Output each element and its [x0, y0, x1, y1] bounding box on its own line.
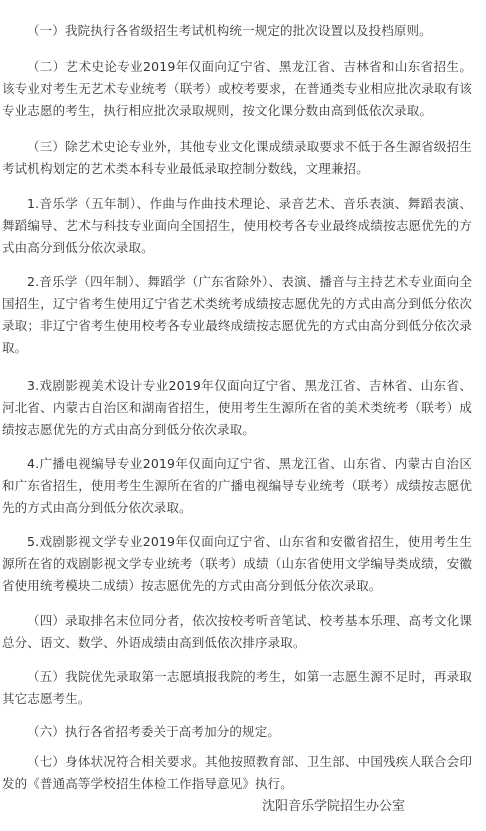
paragraph-tie-break: （四）录取排名末位同分者，依次按校考听音笔试、校考基本乐理、高考文化课总分、语文、数学、外语成绩由高到低依次排序录取。: [2, 613, 472, 650]
paragraph-health: （七）身体状况符合相关要求。其他按照教育部、卫生部、中国残疾人联合会印发的《普通高等学校招生体检工作指导意见》执行。: [2, 754, 472, 791]
paragraph-item-3: 3.戏剧影视美术设计专业2019年仅面向辽宁省、黑龙江省、吉林省、山东省、河北省、内蒙古自治区和湖南省招生，使用考生生源所在省的美术类统考（联考）成绩按志愿优先的方式由高分到低分依次录取。: [2, 378, 472, 437]
paragraph-item-1: 1.音乐学（五年制）、作曲与作曲技术理论、录音艺术、音乐表演、舞蹈表演、舞蹈编导、艺术与科技专业面向全国招生，使用校考各专业最终成绩按志愿优先的方式由高分到低分依次录取。: [2, 196, 472, 255]
paragraph-batch-rules: （一）我院执行各省级招生考试机构统一规定的批次设置以及投档原则。: [27, 23, 432, 38]
signature-office: 沈阳音乐学院招生办公室: [262, 799, 406, 814]
paragraph-bonus-points: （六）执行各省招考委关于高考加分的规定。: [27, 724, 281, 739]
paragraph-item-2: 2.音乐学（四年制）、舞蹈学（广东省除外）、表演、播音与主持艺术专业面向全国招生，辽宁省考生使用辽宁省艺术类统考成绩按志愿优先的方式由高分到低分依次录取；非辽宁省考生使用校考各专业最终成绩按志愿优先的方式由高分到低分依次录取。: [2, 274, 472, 355]
paragraph-first-choice: （五）我院优先录取第一志愿填报我院的考生，如第一志愿生源不足时，再录取其它志愿考生。: [2, 669, 472, 706]
paragraph-item-5: 5.戏剧影视文学专业2019年仅面向辽宁省、山东省和安徽省招生，使用考生生源所在省的戏剧影视文学专业统考（联考）成绩（山东省使用文学编导类成绩，安徽省使用统考模块二成绩）按志愿优先的方式由高分到低分依次录取。: [2, 534, 472, 593]
paragraph-art-history: （二）艺术史论专业2019年仅面向辽宁省、黑龙江省、吉林省和山东省招生。该专业对考生无艺术专业统考（联考）或校考要求，在普通类专业相应批次录取有该专业志愿的考生，执行相应批次录取规则，按文化课分数由高到低依次录取。: [2, 59, 472, 118]
paragraph-culture-score: （三）除艺术史论专业外，其他专业文化课成绩录取要求不低于各生源省级招生考试机构划定的艺术类本科专业最低录取控制分数线，文理兼招。: [2, 139, 472, 176]
paragraph-item-4: 4.广播电视编导专业2019年仅面向辽宁省、黑龙江省、山东省、内蒙古自治区和广东省招生，使用考生生源所在省的广播电视编导专业统考（联考）成绩按志愿优先的方式由高分到低分依次录取。: [2, 456, 472, 515]
